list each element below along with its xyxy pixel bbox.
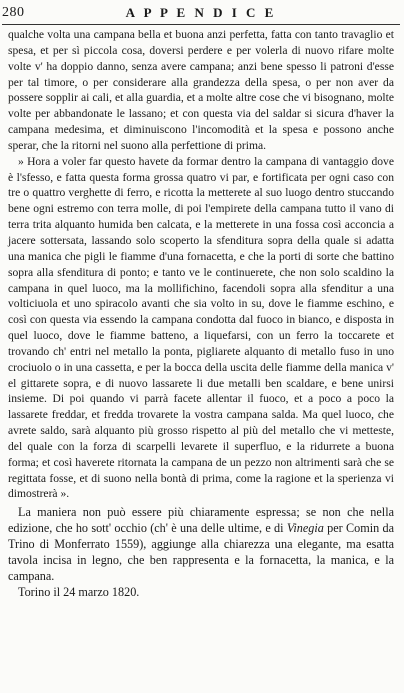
commentary-text-2: per Comin da Trino di Monferrato 1559), aggiunge alla chiarezza una elegante, ma esatta tavola incisa in legno, che ben rappresenta e la fornacetta, la manica, e la campana. xyxy=(8,521,395,584)
commentary-paragraph xyxy=(8,504,394,584)
page-content xyxy=(8,27,394,600)
commentary-text-1: La maniera non può essere più chiaramente espressa; se non che nella edizione, che ho sott' occhio (ch' è una delle ultime, e di xyxy=(8,505,394,536)
date-line: Torino il 24 marzo 1820. xyxy=(18,585,140,600)
header-rule xyxy=(2,24,400,25)
quoted-paragraph-1: qualche volta una campana bella et buona anzi perfetta, fatta con tanto travaglio et spesa, et per sì piccola cosa, doversi perdere e per volerla di nuovo rifare molte volte v' ha doppio danno, senza avere campana; anzi bene spesso li patroni d'esse per tal timore, o per considerare alla grandezza della spesa, o per non aver da possere sopplir ai cali, et alla guardia, et a molte altre cose che vi bisognano, molte volte per abbandonate le lassano; et con questa via del saldar si sicura d'haver la campana medesima, et diminuiscono l'incomodità et la spesa e possono anche sperar, che la ritorni nel suono alla perfettione di prima. xyxy=(8,28,394,152)
commentary-italic-place: Vinegia xyxy=(286,521,324,536)
quoted-paragraph-2: » Hora a voler far questo havete da formar dentro la campana di vantaggio dove è l'sfesso, e fatta questa forma grossa quatro vi par, e fortificata per ogni caso con tre o quattro verghette di ferro, e ricotta la metterete al suo luogo dentro stuccando bene ogni estremo con terra molle, di poi l'empirete della campana tutto il vano di terra trita alquanto humida ben calcata, e la metterete in una fossa così acconcia a jacere sottersata, lassando solo scoperto la sfenditura sopra della quale si adatta una manica che pigli le fiamme d'una fornacetta, e che la porti di sorte che battino sopra alla sfenditura di ponto; e tanto ve le continuerete, che non solo scaldino la campana in quel luoco, ma la mollifichino, facendoli sopra alla sfenditur a una volticiuola et uno spiracolo avanti che sia volto in su, dove le fiamme eschino, e così con questa via essendo la campana condotta dal fuoco in bianco, e disposta in quel luoco, dove le fiamme batteno, a liquefarsi, con un ferro la toccarete et trovando ch' entri nel metallo la ponta, pigliarete alquanto di metallo fuso in uno crociuolo o in una cassetta, e per la bocca della uscita delle fiamme della manica v' el gittarete sopra, e di nuovo lassarete li due metalli ben scaldare, e bene unirsi insieme. Di poi quando vi parrà facete allentar il fuoco, et a poco a poco la lassarete freddar, et fredda trovarete la vostra campana salda. Ma quel luoco, che avrete saldo, sarà alquanto più grosso rispetto al più del metallo che vi metteste, del quale con la forza di scarpelli levarete il superfluo, e la ridurrete a buona forma; et così haverete ritornata la campana de un pezzo non altrimenti sarà che se regittata fosse, et di suono nella bontà di prima, come la ragione et la sperienza vi dimostrerà ». xyxy=(8,154,394,501)
page-number: 280 xyxy=(2,5,25,20)
running-title: A P P E N D I C E xyxy=(125,5,277,20)
page-header xyxy=(2,3,400,23)
